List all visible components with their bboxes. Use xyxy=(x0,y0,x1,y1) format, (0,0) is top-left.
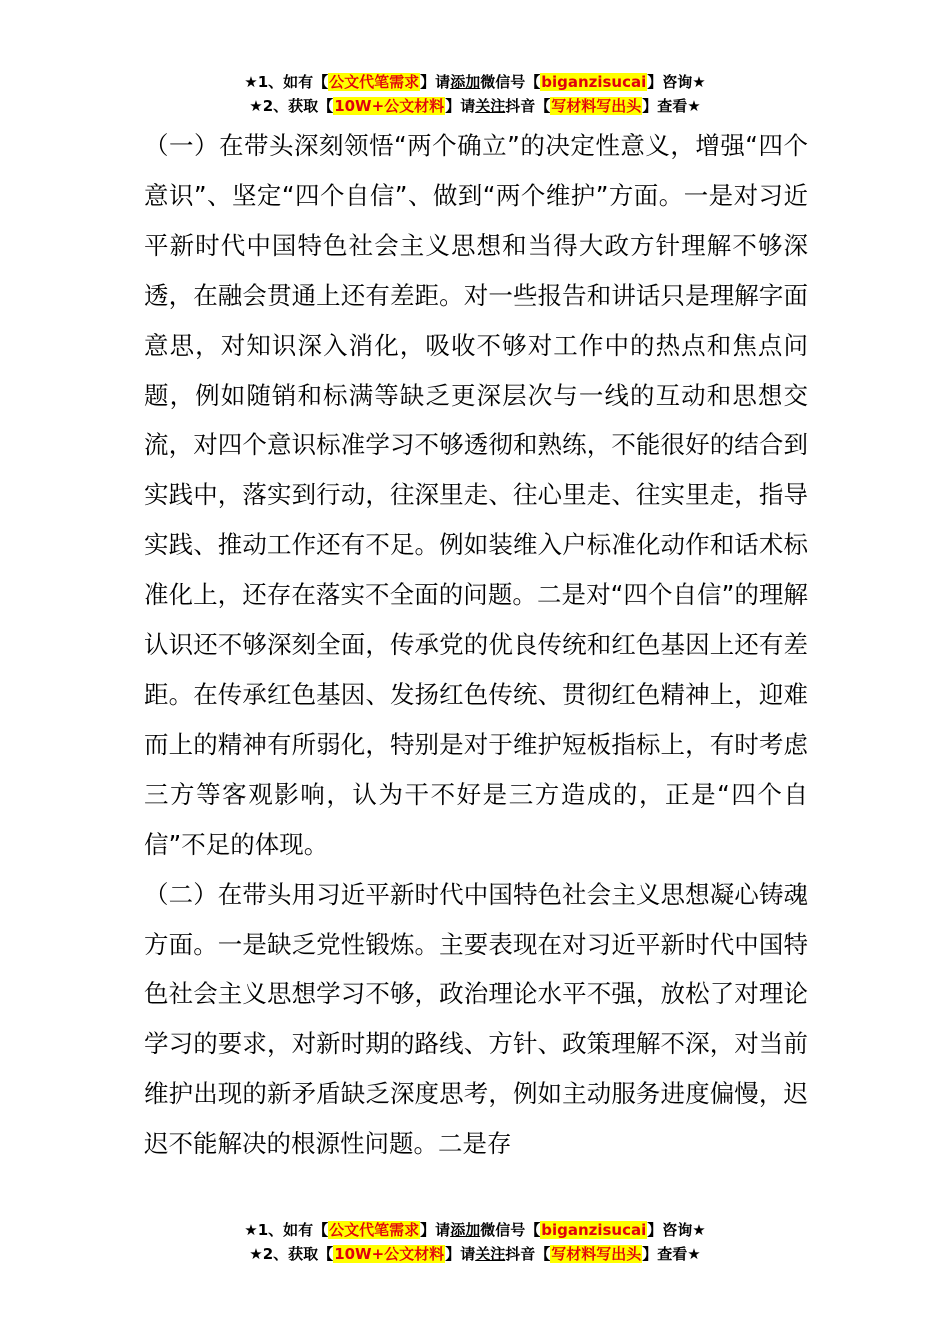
banner-highlight: 10W+公文材料 xyxy=(334,1245,445,1263)
banner-text: ★1、如有【 xyxy=(244,73,329,91)
banner-text: 抖音【 xyxy=(505,97,551,115)
banner-emphasis: 关注 xyxy=(475,97,506,115)
banner-highlight: 公文代笔需求 xyxy=(329,73,420,91)
banner-highlight: biganzisucai xyxy=(541,73,647,91)
banner-highlight: 写材料写出头 xyxy=(551,1245,642,1263)
document-body xyxy=(144,121,808,1169)
banner-text: 微信号【 xyxy=(480,73,541,91)
header-banner-line-2 xyxy=(0,94,950,118)
banner-highlight: biganzisucai xyxy=(541,1221,647,1239)
banner-text: ★2、获取【 xyxy=(249,97,334,115)
paragraph-2: （二）在带头用习近平新时代中国特色社会主义思想凝心铸魂方面。一是缺乏党性锻炼。主要表现在对习近平新时代中国特色社会主义思想学习不够，政治理论水平不强，放松了对理论学习的要求，对新时期的路线、方针、政策理解不深，对当前维护出现的新矛盾缺乏深度思考，例如主动服务进度偏慢，迟迟不能解决的根源性问题。二是存 xyxy=(144,879,808,1159)
banner-emphasis: 关注 xyxy=(475,1245,506,1263)
banner-highlight: 公文代笔需求 xyxy=(329,1221,420,1239)
banner-text: 抖音【 xyxy=(505,1245,551,1263)
banner-text: 】请 xyxy=(445,1245,476,1263)
banner-text: ★1、如有【 xyxy=(244,1221,329,1239)
banner-text: ★2、获取【 xyxy=(249,1245,334,1263)
banner-text: 】查看★ xyxy=(642,1245,701,1263)
banner-text: 】咨询★ xyxy=(647,73,706,91)
banner-emphasis: 添加 xyxy=(450,73,481,91)
banner-text: 】查看★ xyxy=(642,97,701,115)
banner-text: 】请 xyxy=(420,1221,451,1239)
header-banner-line-1 xyxy=(0,70,950,94)
banner-text: 】咨询★ xyxy=(647,1221,706,1239)
paragraph-1: （一）在带头深刻领悟“两个确立”的决定性意义，增强“四个意识”、坚定“四个自信”、做到“两个维护”方面。一是对习近平新时代中国特色社会主义思想和当得大政方针理解不够深透，在融会贯通上还有差距。对一些报告和讲话只是理解字面意思，对知识深入消化，吸收不够对工作中的热点和焦点问题，例如随销和标满等缺乏更深层次与一线的互动和思想交流，对四个意识标准学习不够透彻和熟练，不能很好的结合到实践中，落实到行动，往深里走、往心里走、往实里走，指导实践、推动工作还有不足。例如装维入户标准化动作和话术标准化上，还存在落实不全面的问题。二是对“四个自信”的理解认识还不够深刻全面，传承党的优良传统和红色基因上还有差距。在传承红色基因、发扬红色传统、贯彻红色精神上，迎难而上的精神有所弱化，特别是对于维护短板指标上，有时考虑三方等客观影响，认为干不好是三方造成的，正是“四个自信”不足的体现。 xyxy=(144,131,808,859)
footer-banner xyxy=(0,1218,950,1266)
header-banner xyxy=(0,70,950,118)
banner-highlight: 写材料写出头 xyxy=(551,97,642,115)
banner-emphasis: 添加 xyxy=(450,1221,481,1239)
banner-highlight: 10W+公文材料 xyxy=(334,97,445,115)
banner-text: 微信号【 xyxy=(480,1221,541,1239)
banner-text: 】请 xyxy=(445,97,476,115)
footer-banner-line-2 xyxy=(0,1242,950,1266)
banner-text: 】请 xyxy=(420,73,451,91)
footer-banner-line-1 xyxy=(0,1218,950,1242)
